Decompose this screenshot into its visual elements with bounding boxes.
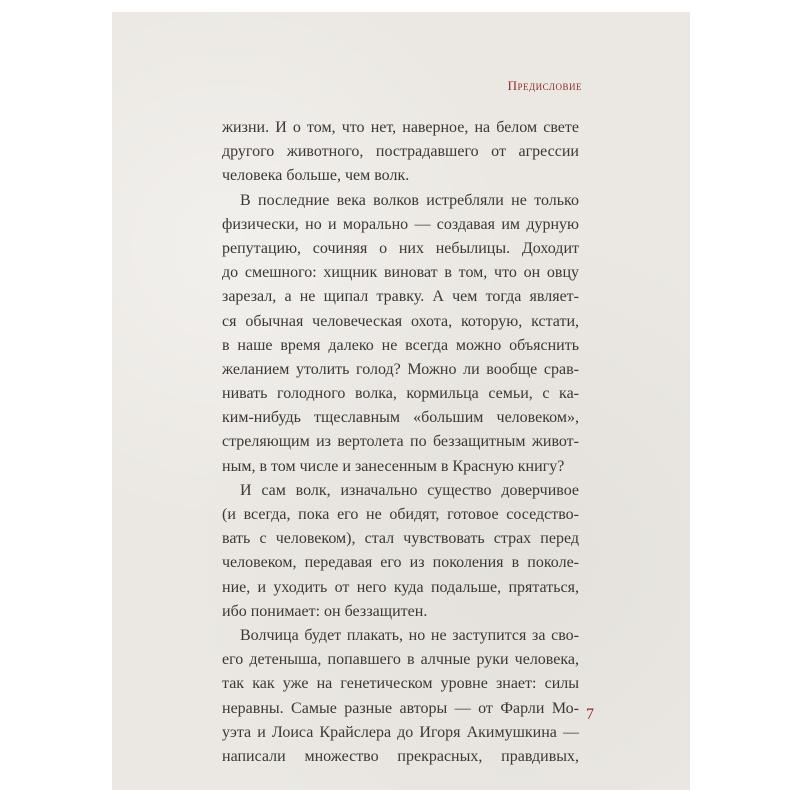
text-line — [222, 334, 579, 358]
text-line-content: другого животного, пострадавшего от агрессии — [222, 143, 579, 161]
text-line — [222, 116, 579, 140]
text-line-content: репутацию, сочиняя о них небылицы. Доходит — [222, 239, 579, 257]
text-line — [222, 527, 579, 551]
text-line-content: вать с человеком), стал чувствовать страх перед — [222, 530, 579, 548]
text-line — [222, 358, 579, 382]
text-line — [222, 479, 579, 503]
text-line-content: ным, в том числе и занесенным в Красную книгу? — [222, 457, 565, 475]
text-line-content: И сам волк, изначально существо доверчивое — [240, 481, 579, 499]
text-line-content: ким-нибудь тщеславным «большим человеком», — [222, 409, 579, 427]
text-line — [222, 745, 579, 769]
text-line — [222, 576, 579, 600]
text-line-content: его детеныша, попавшего в алчные руки человека, — [222, 651, 579, 669]
text-line-content: в наше время далеко не всегда можно объяснить — [222, 336, 579, 354]
text-line — [222, 310, 579, 334]
text-line-content: нивать голодного волка, кормильца семьи, с ка- — [222, 385, 579, 403]
text-line-content: человеком, передавая его из поколения в поколе- — [222, 554, 579, 572]
text-line-content: уэта и Лоиса Крайслера до Игоря Акимушкина — — [222, 723, 579, 741]
text-line-content: ибо понимает: он беззащитен. — [222, 602, 428, 620]
text-line — [222, 189, 579, 213]
text-line-content: желанием утолить голод? Можно ли вообще срав- — [222, 360, 579, 378]
text-line — [222, 600, 579, 624]
page-number: 7 — [586, 706, 594, 723]
text-line-content: В последние века волков истребляли не только — [240, 191, 579, 209]
text-line-content: физически, но и морально — создавая им дурную — [222, 215, 579, 233]
book-page — [112, 12, 690, 790]
text-line-content: жизни. И о том, что нет, наверное, на белом свете — [222, 119, 579, 136]
text-line — [222, 672, 579, 696]
text-line — [222, 261, 579, 285]
text-line — [222, 430, 579, 454]
text-line — [222, 721, 579, 745]
text-line-content: до смешного: хищник виноват в том, что он овцу — [222, 264, 579, 282]
text-line-content: ся обычная человеческая охота, которую, кстати, — [222, 312, 579, 330]
text-line — [222, 406, 579, 430]
text-line — [222, 140, 579, 164]
body-text — [222, 116, 579, 769]
running-head: Предисловие — [507, 78, 582, 93]
text-line — [222, 237, 579, 261]
text-line — [222, 455, 579, 479]
text-line — [222, 382, 579, 406]
text-line — [222, 213, 579, 237]
text-line — [222, 648, 579, 672]
text-line — [222, 285, 579, 309]
text-line — [222, 697, 579, 721]
text-line-content: написали множество прекрасных, правдивых, — [222, 747, 579, 765]
text-line-content: неравны. Самые разные авторы — от Фарли Мо- — [222, 699, 579, 717]
text-line — [222, 624, 579, 648]
text-line-content: так как уже на генетическом уровне знает: силы — [222, 675, 579, 693]
text-line-content: зарезал, а не щипал травку. А чем тогда являет- — [222, 288, 579, 306]
text-line-content: (и всегда, пока его не обидят, готовое соседство- — [222, 506, 579, 523]
text-line-content: Волчица будет плакать, но не заступится за сво- — [240, 626, 579, 644]
text-line-content: ние, и уходить от него куда подальше, прятаться, — [222, 578, 579, 596]
text-line — [222, 164, 579, 188]
text-line — [222, 503, 579, 527]
text-line — [222, 551, 579, 575]
text-line-content: человека больше, чем волк. — [222, 167, 410, 185]
text-line-content: стреляющим из вертолета по беззащитным живот- — [222, 433, 579, 451]
